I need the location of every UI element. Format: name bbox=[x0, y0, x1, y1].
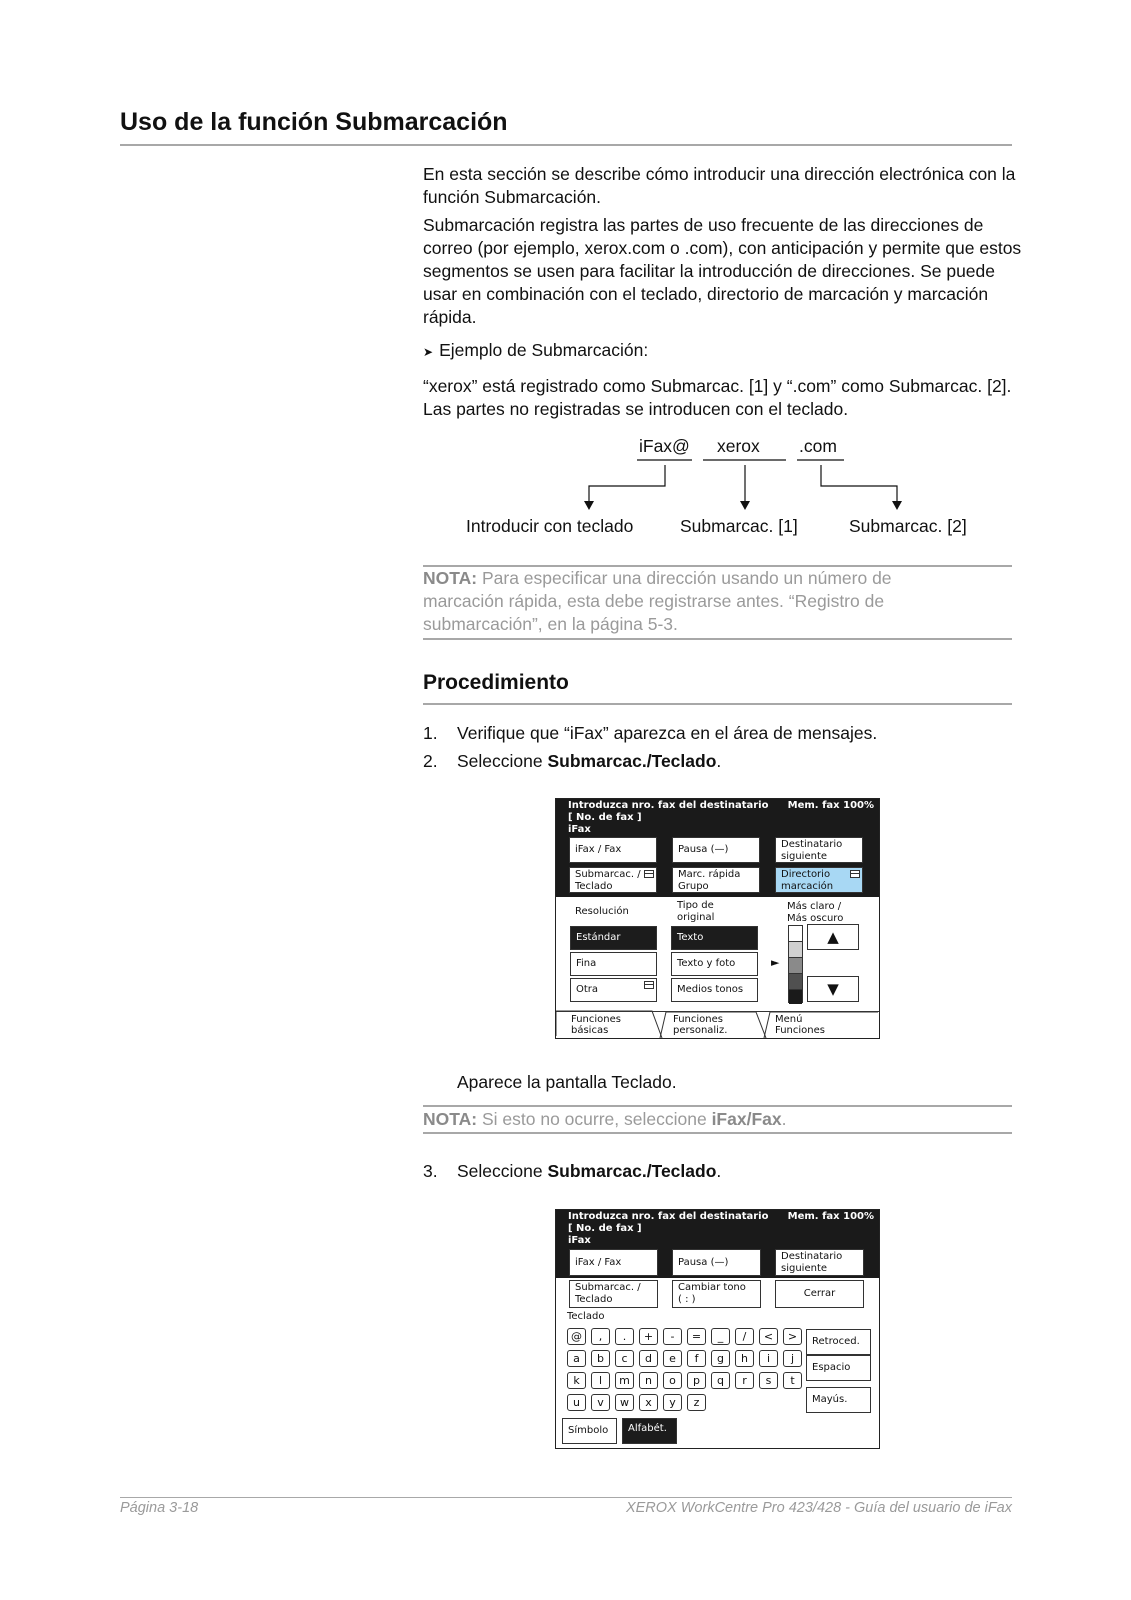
tab-menu-funciones[interactable] bbox=[775, 1014, 825, 1036]
keyboard-key[interactable]: c bbox=[615, 1350, 634, 1367]
note2-top-rule bbox=[423, 1105, 1012, 1107]
darker-down-button[interactable] bbox=[807, 976, 859, 1002]
keyboard-key[interactable]: v bbox=[591, 1394, 610, 1411]
note1-text: Para especificar una dirección usando un número de marcación rápida, esta debe registrarse antes. “Registro de submarcación”, en la página 5-3. bbox=[423, 568, 892, 634]
keyboard-key[interactable]: q bbox=[711, 1372, 730, 1389]
step-text: Verifique que “iFax” aparezca en el área de mensajes. bbox=[457, 723, 878, 743]
footer-doc-title: XEROX WorkCentre Pro 423/428 - Guía del usuario de iFax bbox=[625, 1500, 1012, 1516]
touch-screen-fax bbox=[555, 798, 880, 1039]
teclado-label: Teclado bbox=[567, 1311, 605, 1322]
diagram-label-sub2: Submarcac. [2] bbox=[849, 516, 967, 536]
cambiar-tono-button[interactable] bbox=[672, 1280, 761, 1308]
step-1 bbox=[423, 722, 1023, 746]
submarcac-teclado-button[interactable] bbox=[569, 867, 657, 893]
density-level bbox=[789, 942, 802, 958]
tab-label: Menú bbox=[775, 1014, 803, 1025]
diagram-lines bbox=[589, 460, 897, 502]
example-heading bbox=[423, 339, 1023, 364]
screen-message-line: [ No. de fax ] bbox=[568, 1223, 642, 1234]
button-label: ( : ) bbox=[678, 1294, 696, 1305]
diagram-label-sub1: Submarcac. [1] bbox=[680, 516, 798, 536]
button-label: Submarcac. / bbox=[575, 1282, 641, 1293]
step-text bbox=[457, 750, 721, 773]
tab-label: Funciones bbox=[673, 1014, 723, 1025]
title-rule bbox=[120, 144, 1012, 146]
keyboard-key[interactable]: o bbox=[663, 1372, 682, 1389]
step-text-pre: Seleccione bbox=[457, 751, 548, 771]
keyboard-key[interactable]: = bbox=[687, 1328, 706, 1345]
step-2 bbox=[423, 750, 1023, 774]
tab-label: Funciones bbox=[775, 1025, 825, 1036]
procedure-rule bbox=[423, 703, 1012, 705]
tipo-texto[interactable]: Texto bbox=[671, 926, 758, 950]
keyboard-key[interactable]: h bbox=[735, 1350, 754, 1367]
screen-message-line: Introduzca nro. fax del destinatario bbox=[568, 800, 769, 811]
resolucion-estandar[interactable]: Estándar bbox=[570, 926, 657, 950]
button-label: Teclado bbox=[575, 1294, 613, 1305]
keyboard-key[interactable]: r bbox=[735, 1372, 754, 1389]
mas-claro-oscuro-label bbox=[787, 901, 843, 925]
keyboard-key[interactable]: x bbox=[639, 1394, 658, 1411]
keyboard-key[interactable]: _ bbox=[711, 1328, 730, 1345]
triangle-up-icon: ▲ bbox=[827, 928, 839, 946]
note2-label: NOTA: bbox=[423, 1109, 478, 1129]
level-pointer-icon: ► bbox=[771, 956, 780, 969]
note1-label: NOTA: bbox=[423, 568, 478, 588]
submenu-icon bbox=[644, 870, 654, 878]
screen-message-area bbox=[556, 799, 879, 837]
keyboard-key[interactable]: z bbox=[687, 1394, 706, 1411]
keyboard-key[interactable]: - bbox=[663, 1328, 682, 1345]
screen-message-line: iFax bbox=[568, 824, 591, 835]
keyboard-key[interactable]: s bbox=[759, 1372, 778, 1389]
tab-label: Funciones bbox=[571, 1014, 621, 1025]
keyboard-key[interactable]: / bbox=[735, 1328, 754, 1345]
keyboard-key[interactable]: + bbox=[639, 1328, 658, 1345]
diagram-arrowheads bbox=[584, 501, 902, 510]
directorio-marcacion-button[interactable] bbox=[775, 867, 863, 893]
diagram-part-xerox: xerox bbox=[717, 436, 760, 456]
cerrar-button[interactable]: Cerrar bbox=[775, 1280, 864, 1308]
keyboard-key[interactable]: g bbox=[711, 1350, 730, 1367]
keyboard-key[interactable]: , bbox=[591, 1328, 610, 1345]
submarcac-teclado-button[interactable] bbox=[569, 1280, 658, 1308]
button-label: Directorio bbox=[781, 869, 831, 880]
tab-funciones-personaliz[interactable] bbox=[673, 1014, 727, 1036]
diagram-label-teclado: Introducir con teclado bbox=[466, 516, 634, 536]
keyboard-key[interactable]: > bbox=[783, 1328, 802, 1345]
pausa-button[interactable]: Pausa (—) bbox=[672, 837, 760, 863]
tipo-original-label bbox=[677, 900, 714, 924]
alfabetico-button[interactable]: Alfabét. bbox=[622, 1418, 677, 1444]
button-label: Cambiar tono bbox=[678, 1282, 746, 1293]
touch-screen-keyboard bbox=[555, 1209, 880, 1449]
density-level bbox=[789, 958, 802, 974]
keyboard-key[interactable]: w bbox=[615, 1394, 634, 1411]
submenu-icon bbox=[644, 981, 654, 989]
label-line: Más claro / bbox=[787, 901, 842, 912]
submenu-icon bbox=[850, 870, 860, 878]
label-line: original bbox=[677, 912, 715, 923]
note2-text-post: . bbox=[781, 1109, 787, 1129]
subdial-diagram bbox=[423, 430, 1023, 540]
density-scale bbox=[788, 925, 803, 1003]
keyboard-key[interactable]: t bbox=[783, 1372, 802, 1389]
density-level bbox=[789, 926, 802, 942]
resolucion-fina[interactable]: Fina bbox=[570, 952, 657, 976]
screen-message-area bbox=[556, 1210, 879, 1248]
step-text bbox=[457, 1160, 721, 1183]
step-number: 1. bbox=[423, 723, 438, 743]
note2-bottom-rule bbox=[423, 1132, 1012, 1134]
step-text-post: . bbox=[716, 1161, 722, 1181]
intro-paragraph-1: En esta sección se describe cómo introducir una dirección electrónica con la función Submarcación. bbox=[423, 164, 1016, 207]
memory-status: Mem. fax 100% bbox=[787, 1211, 874, 1222]
memory-status: Mem. fax 100% bbox=[787, 800, 874, 811]
keyboard-key[interactable]: < bbox=[759, 1328, 778, 1345]
tipo-texto-y-foto[interactable]: Texto y foto bbox=[671, 952, 758, 976]
bullet-arrow-icon: ➤ bbox=[423, 345, 434, 359]
intro-paragraph-2: Submarcación registra las partes de uso frecuente de las direcciones de correo (por ejemplo, xerox.com o .com), con anticipación y permite que estos segmentos se usen para facilitar la introducción de direcciones. Se puede usar en combinación con el teclado, directorio de marcación y marcación rápida. bbox=[423, 215, 1022, 327]
diagram-part-com: .com bbox=[799, 436, 837, 456]
page-title: Uso de la función Submarcación bbox=[120, 108, 508, 136]
screen-message-line: [ No. de fax ] bbox=[568, 812, 642, 823]
ifax-fax-button[interactable]: iFax / Fax bbox=[569, 1249, 658, 1276]
note2-text-pre: Si esto no ocurre, seleccione bbox=[481, 1109, 712, 1129]
label-line: Más oscuro bbox=[787, 913, 844, 924]
tab-label: personaliz. bbox=[673, 1025, 728, 1036]
button-label: siguiente bbox=[781, 851, 828, 862]
footer-rule bbox=[120, 1497, 1012, 1498]
note2 bbox=[423, 1108, 786, 1131]
keyboard-key[interactable]: e bbox=[663, 1350, 682, 1367]
ifax-fax-button[interactable]: iFax / Fax bbox=[569, 837, 657, 863]
screen-message-line: Introduzca nro. fax del destinatario bbox=[568, 1211, 769, 1222]
keyboard-key[interactable]: @ bbox=[567, 1328, 586, 1345]
step-text-post: . bbox=[716, 751, 722, 771]
label-line: Tipo de bbox=[677, 900, 714, 911]
keyboard-key[interactable]: i bbox=[759, 1350, 778, 1367]
keyboard-key[interactable]: l bbox=[591, 1372, 610, 1389]
button-label: Marc. rápida bbox=[678, 869, 741, 880]
pausa-button[interactable]: Pausa (—) bbox=[672, 1249, 761, 1276]
resolucion-label: Resolución bbox=[575, 906, 629, 917]
button-label: Grupo bbox=[678, 881, 709, 892]
destinatario-siguiente-button[interactable] bbox=[775, 837, 863, 863]
keyboard-key[interactable]: m bbox=[615, 1372, 634, 1389]
keyboard-key[interactable]: p bbox=[687, 1372, 706, 1389]
example-text: “xerox” está registrado como Submarcac. [1] y “.com” como Submarcac. [2]. Las partes no registradas se introducen con el teclado. bbox=[423, 376, 1012, 419]
screen-message-line: iFax bbox=[568, 1235, 591, 1246]
retroceso-button[interactable]: Retroced. bbox=[806, 1329, 871, 1355]
keyboard-key[interactable]: . bbox=[615, 1328, 634, 1345]
after-step2-text: Aparece la pantalla Teclado. bbox=[457, 1072, 677, 1092]
keyboard-key[interactable]: d bbox=[639, 1350, 658, 1367]
button-label: marcación bbox=[781, 881, 834, 892]
density-level bbox=[789, 974, 802, 990]
triangle-down-icon: ▼ bbox=[827, 980, 839, 998]
keyboard-key[interactable]: k bbox=[567, 1372, 586, 1389]
marcacion-rapida-button[interactable] bbox=[672, 867, 760, 893]
keyboard-key[interactable]: u bbox=[567, 1394, 586, 1411]
step-number: 2. bbox=[423, 751, 438, 771]
mayus-button[interactable]: Mayús. bbox=[806, 1387, 871, 1413]
button-label: Submarcac. / bbox=[575, 869, 641, 880]
keyboard-key[interactable]: j bbox=[783, 1350, 802, 1367]
keyboard-key[interactable]: b bbox=[591, 1350, 610, 1367]
procedure-title: Procedimiento bbox=[423, 671, 569, 694]
keyboard-key[interactable]: f bbox=[687, 1350, 706, 1367]
diagram-part-ifax: iFax@ bbox=[639, 436, 690, 456]
button-label: Otra bbox=[576, 984, 599, 995]
step-text-bold: Submarcac./Teclado bbox=[547, 751, 717, 771]
resolucion-otra[interactable] bbox=[570, 978, 657, 1002]
note1-bottom-rule bbox=[423, 638, 1012, 640]
button-label: Destinatario bbox=[781, 839, 843, 850]
tipo-medios-tonos[interactable]: Medios tonos bbox=[671, 978, 758, 1002]
example-heading-text: Ejemplo de Submarcación: bbox=[439, 340, 649, 360]
simbolo-button[interactable]: Símbolo bbox=[562, 1418, 617, 1444]
footer-page-number: Página 3-18 bbox=[120, 1500, 199, 1516]
step-text-pre: Seleccione bbox=[457, 1161, 548, 1181]
note2-text-bold: iFax/Fax bbox=[711, 1109, 782, 1129]
destinatario-siguiente-button[interactable] bbox=[775, 1249, 864, 1276]
step-text-bold: Submarcac./Teclado bbox=[547, 1161, 717, 1181]
step-number: 3. bbox=[423, 1161, 438, 1181]
keyboard-key[interactable]: a bbox=[567, 1350, 586, 1367]
note1 bbox=[423, 567, 933, 636]
button-label: siguiente bbox=[781, 1263, 828, 1274]
button-label: Teclado bbox=[575, 881, 613, 892]
density-level bbox=[789, 990, 802, 1004]
button-label: Destinatario bbox=[781, 1251, 843, 1262]
keyboard-key[interactable]: n bbox=[639, 1372, 658, 1389]
tab-label: básicas bbox=[571, 1025, 609, 1036]
tab-funciones-basicas[interactable] bbox=[571, 1014, 621, 1036]
espacio-button[interactable]: Espacio bbox=[806, 1355, 871, 1381]
keyboard-key[interactable]: y bbox=[663, 1394, 682, 1411]
lighter-up-button[interactable] bbox=[807, 924, 859, 950]
step-3 bbox=[423, 1160, 1023, 1184]
